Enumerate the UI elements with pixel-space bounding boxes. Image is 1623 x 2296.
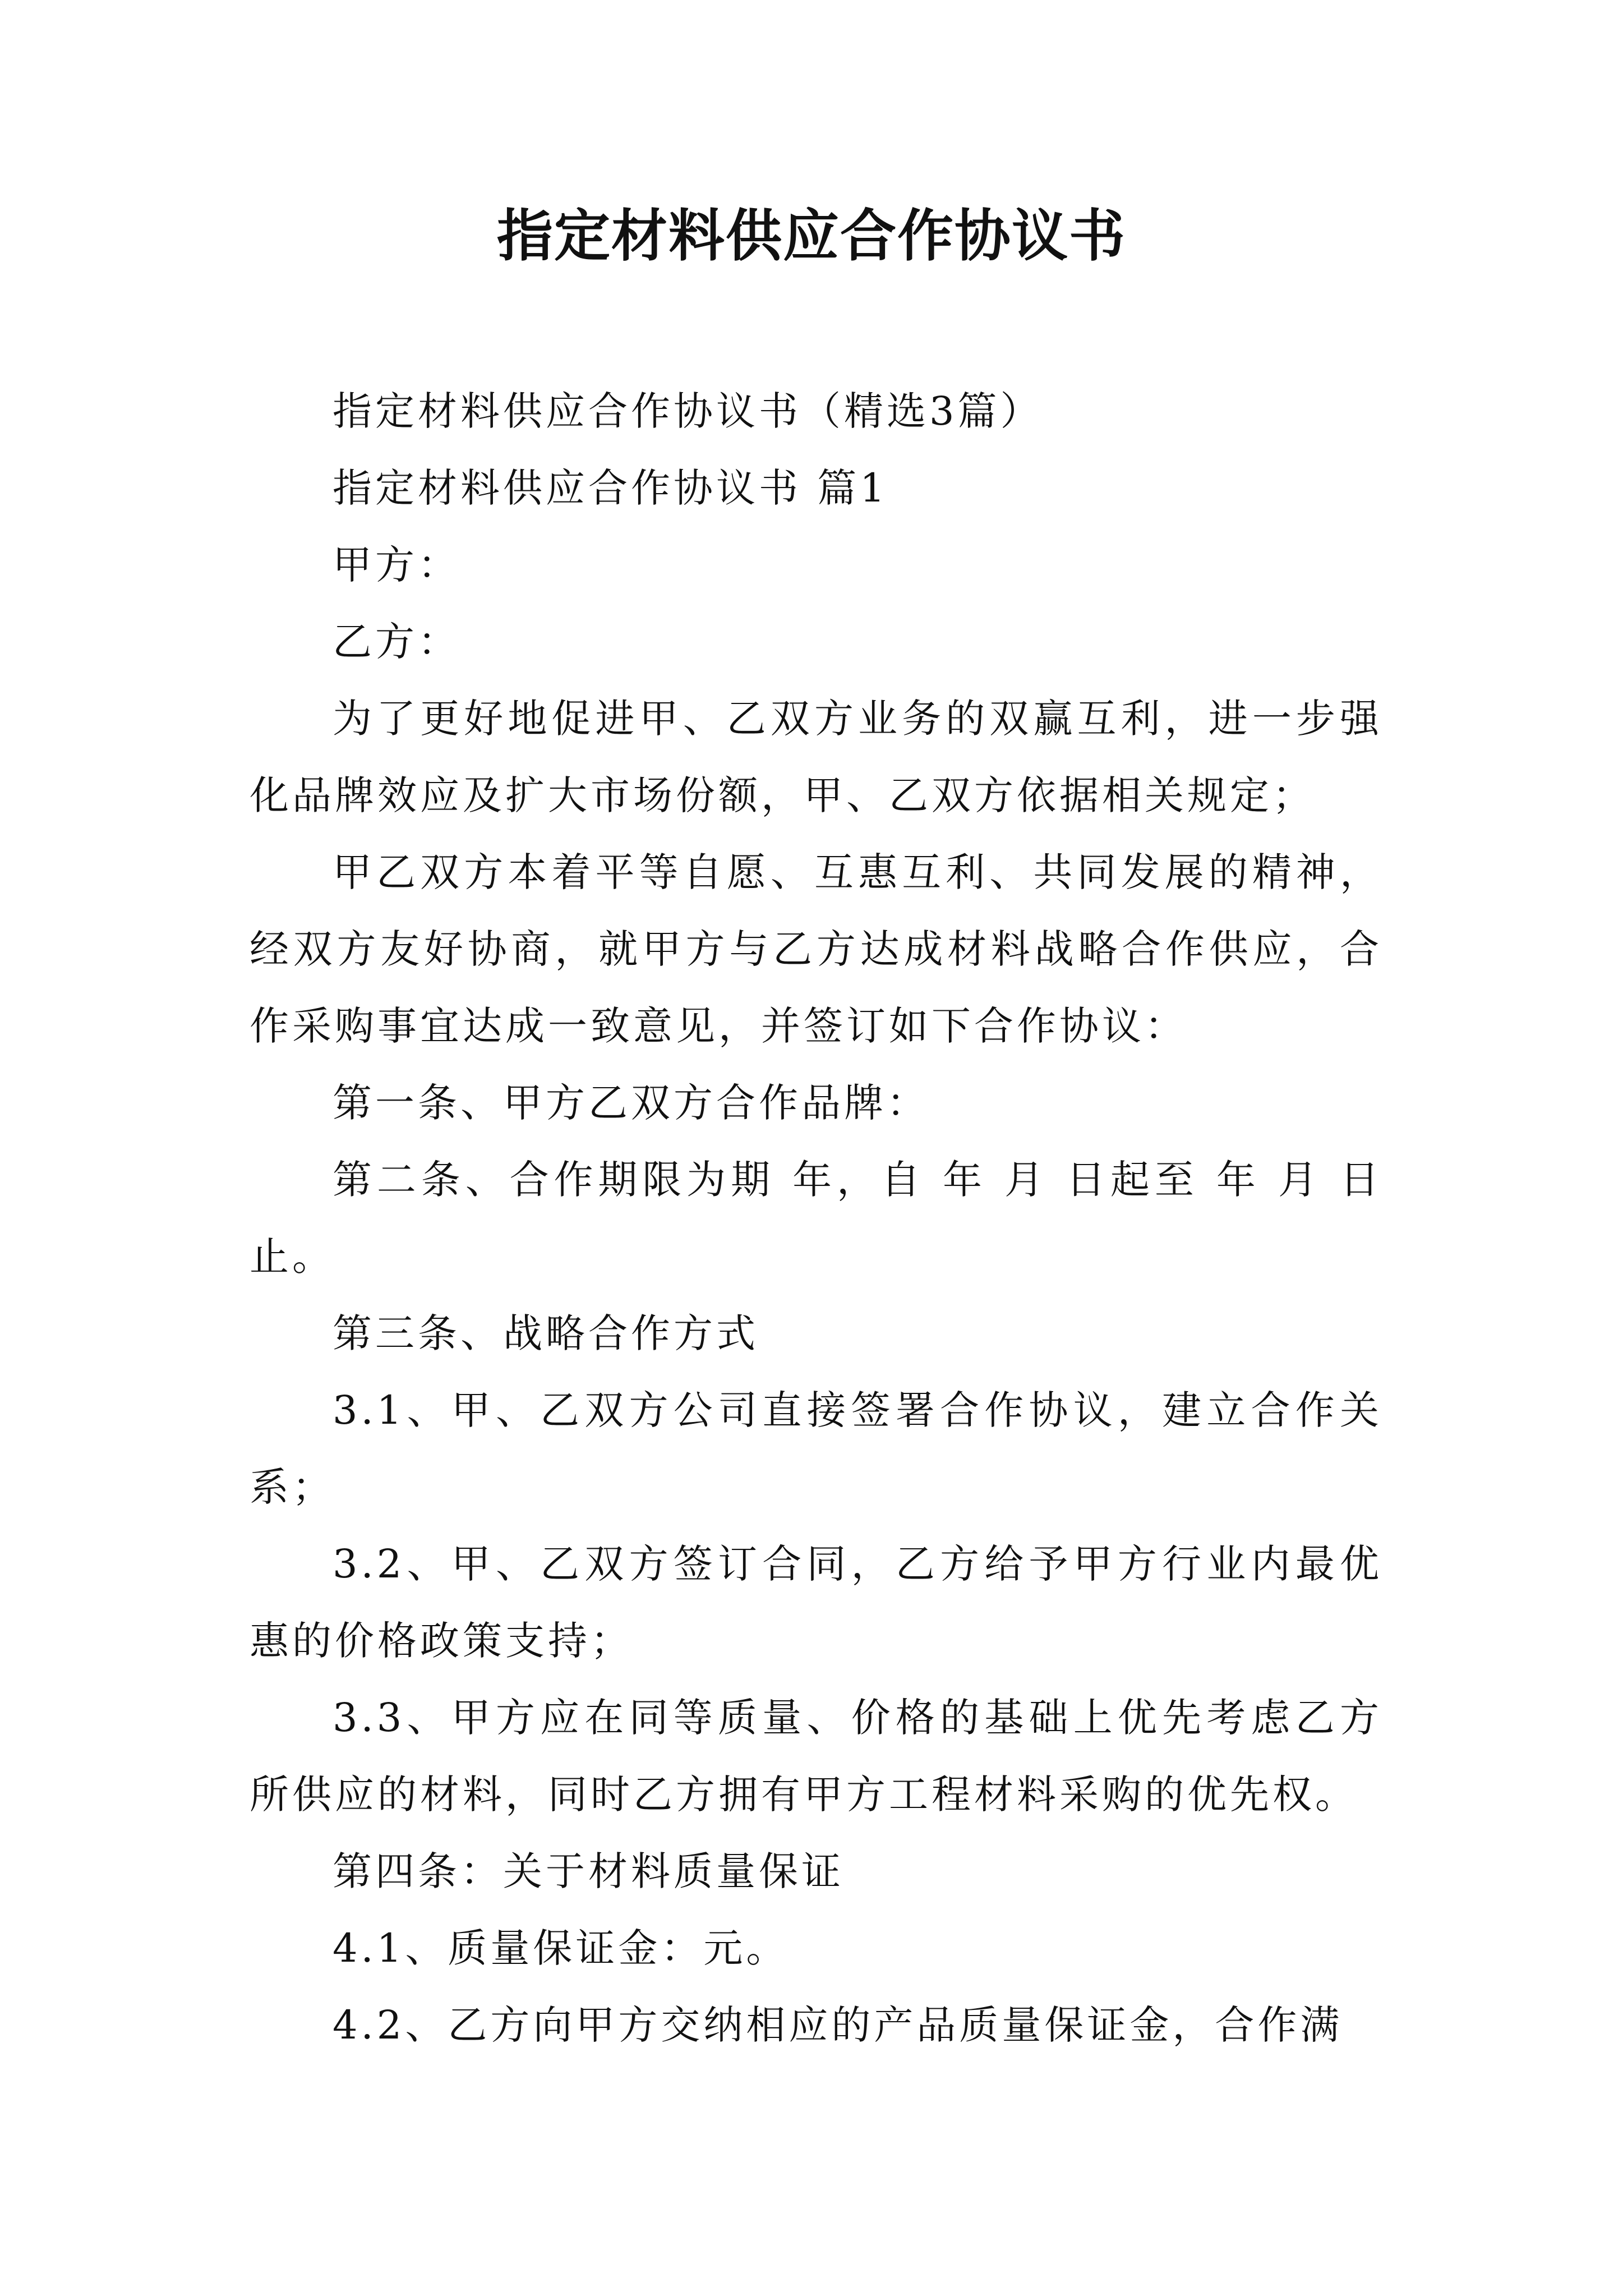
paragraph-clause-4-1: 4.1、质量保证金：元。 [333, 1925, 789, 1971]
paragraph-clause-3-2: 3.2、甲、乙双方签订合同，乙方给予甲方行业内最优惠的价格政策支持； [250, 1541, 1382, 1664]
paragraph-article-1: 第一条、甲方乙双方合作品牌： [333, 1080, 929, 1126]
paragraph-clause-4-2: 4.2、乙方向甲方交纳相应的产品质量保证金，合作满 [333, 2002, 1343, 2048]
paragraph-article-3: 第三条、战略合作方式 [333, 1310, 759, 1356]
paragraph-subtitle: 指定材料供应合作协议书（精选3篇） [333, 388, 1043, 434]
paragraph-principles: 甲乙双方本着平等自愿、互惠互利、共同发展的精神，经双方友好协商，就甲方与乙方达成材料战略合作供应，合作采购事宜达成一致意见，并签订如下合作协议： [250, 849, 1382, 1049]
paragraph-article-4: 第四条：关于材料质量保证 [333, 1848, 844, 1894]
document-title: 指定材料供应合作协议书 [497, 203, 1126, 269]
document-body [250, 373, 1382, 2064]
paragraph-clause-3-1: 3.1、甲、乙双方公司直接签署合作协议，建立合作关系； [250, 1387, 1382, 1510]
paragraph-purpose: 为了更好地促进甲、乙双方业务的双赢互利，进一步强化品牌效应及扩大市场份额，甲、乙双方依据相关规定； [250, 696, 1382, 818]
paragraph-clause-3-3: 3.3、甲方应在同等质量、价格的基础上优先考虑乙方所供应的材料，同时乙方拥有甲方工程材料采购的优先权。 [250, 1695, 1382, 1818]
paragraph-party-a: 甲方： [333, 542, 460, 588]
paragraph-party-b: 乙方： [333, 619, 460, 665]
paragraph-section-heading: 指定材料供应合作协议书 篇1 [333, 465, 888, 511]
paragraph-article-2: 第二条、合作期限为期 年，自 年 月 日起至 年 月 日止。 [250, 1157, 1382, 1280]
